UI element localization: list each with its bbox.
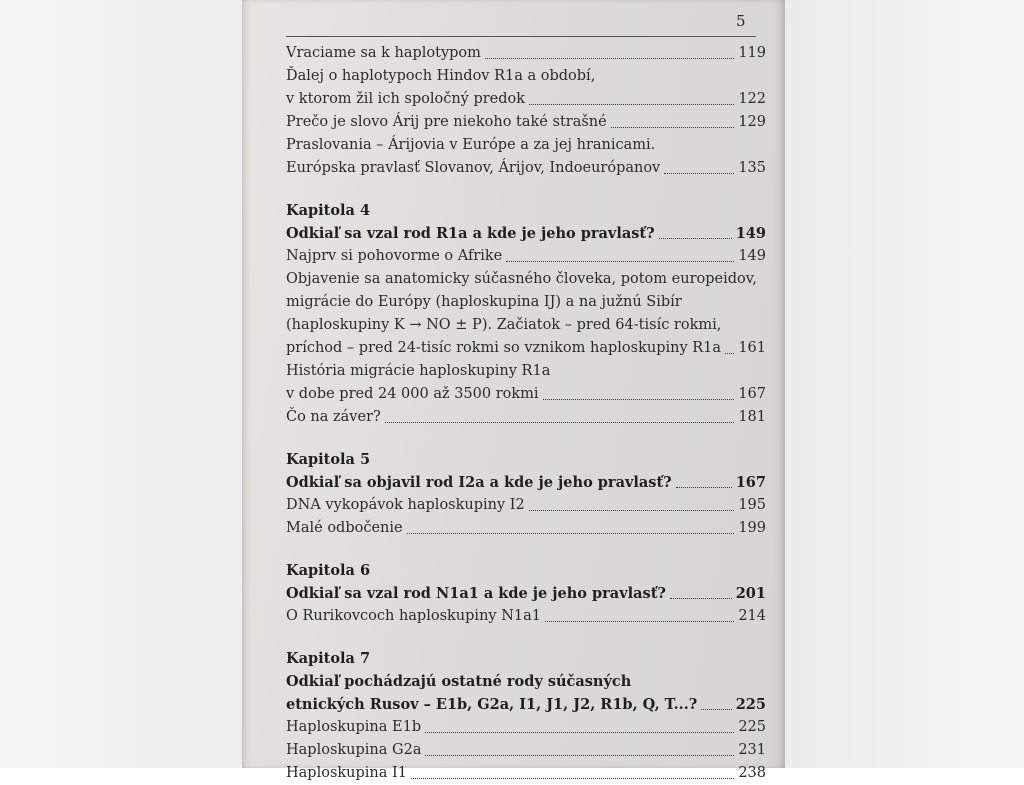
toc-entry	[286, 494, 766, 517]
entry-page-number: 119	[738, 45, 766, 61]
toc-line	[286, 111, 766, 134]
entry-title: Haploskupina E1b	[286, 719, 422, 735]
dot-leader	[425, 755, 734, 756]
entry-title: Prečo je slovo Árij pre niekoho také strašné	[286, 114, 607, 130]
toc-line	[286, 693, 766, 716]
dot-leader	[659, 238, 732, 239]
toc-line	[286, 383, 766, 406]
entry-page-number: 149	[735, 225, 766, 242]
toc-entry	[286, 471, 766, 494]
toc-entry	[286, 111, 766, 134]
entry-page-number: 238	[738, 765, 766, 781]
toc-entry	[286, 42, 766, 65]
toc-entry	[286, 739, 766, 762]
toc-line	[286, 582, 766, 605]
chapter-heading: Kapitola 4	[286, 202, 371, 219]
chapter-spacer	[286, 429, 766, 448]
entry-page-number: 201	[735, 585, 766, 602]
entry-title: Vraciame sa k haplotypom	[286, 45, 481, 61]
entry-title: Malé odbočenie	[286, 520, 403, 536]
entry-page-number: 167	[735, 474, 766, 491]
right-background	[785, 0, 1024, 768]
toc-entry	[286, 268, 766, 360]
toc-line	[286, 291, 766, 314]
chapter-spacer	[286, 180, 766, 199]
dot-leader	[425, 732, 734, 733]
entry-title: Európska pravlasť Slovanov, Árijov, Indoeurópanov	[286, 160, 661, 176]
toc-line	[286, 739, 766, 762]
dot-leader	[485, 58, 734, 59]
toc-line	[286, 670, 766, 693]
toc-line	[286, 360, 766, 383]
toc-line	[286, 88, 766, 111]
entry-page-number: 195	[738, 497, 766, 513]
toc-line	[286, 314, 766, 337]
dot-leader	[664, 173, 734, 174]
entry-title: Praslovania – Árijovia v Európe a za jej hranicami.	[286, 137, 656, 153]
header-rule	[286, 36, 756, 37]
toc-entry	[286, 134, 766, 180]
toc-entry	[286, 245, 766, 268]
dot-leader	[676, 487, 732, 488]
entry-page-number: 129	[738, 114, 766, 130]
toc-entry	[286, 65, 766, 111]
toc-line	[286, 42, 766, 65]
dot-leader	[701, 709, 731, 710]
dot-leader	[670, 598, 732, 599]
toc-line	[286, 222, 766, 245]
entry-title: História migrácie haploskupiny R1a	[286, 363, 551, 379]
entry-title: O Rurikovcoch haploskupiny N1a1	[286, 608, 541, 624]
entry-title: Odkiaľ sa objavil rod I2a a kde je jeho pravlasť?	[286, 474, 672, 491]
chapter-heading: Kapitola 6	[286, 562, 371, 579]
toc-line	[286, 245, 766, 268]
toc-line	[286, 134, 766, 157]
toc-line	[286, 157, 766, 180]
entry-page-number: 149	[738, 248, 766, 264]
toc-line	[286, 605, 766, 628]
toc-line	[286, 517, 766, 540]
dot-leader	[506, 261, 734, 262]
entry-title: Odkiaľ pochádzajú ostatné rody súčasných	[286, 673, 632, 690]
chapter-heading: Kapitola 7	[286, 650, 371, 667]
toc-entry	[286, 716, 766, 739]
entry-page-number: 167	[738, 386, 766, 402]
entry-title: Haploskupina I1	[286, 765, 407, 781]
entry-page-number: 199	[738, 520, 766, 536]
toc-line	[286, 268, 766, 291]
entry-page-number: 225	[738, 719, 766, 735]
entry-title: migrácie do Európy (haploskupina IJ) a na južnú Sibír	[286, 294, 682, 310]
entry-title: Ďalej o haplotypoch Hindov R1a a období,	[286, 68, 596, 84]
left-background	[0, 0, 242, 768]
dot-leader	[543, 399, 735, 400]
chapter-heading: Kapitola 5	[286, 451, 371, 468]
toc-entry	[286, 605, 766, 628]
entry-page-number: 135	[738, 160, 766, 176]
toc-entry	[286, 406, 766, 429]
entry-page-number: 181	[738, 409, 766, 425]
toc-line	[286, 406, 766, 429]
toc-line	[286, 337, 766, 360]
toc-entry	[286, 582, 766, 605]
page-number: 5	[736, 12, 746, 30]
entry-page-number: 225	[735, 696, 766, 713]
entry-title: Odkiaľ sa vzal rod R1a a kde je jeho pravlasť?	[286, 225, 655, 242]
entry-title: (haploskupiny K → NO ± P). Začiatok – pred 64-tisíc rokmi,	[286, 317, 722, 333]
toc-line	[286, 65, 766, 88]
entry-page-number: 122	[738, 91, 766, 107]
table-of-contents	[286, 42, 766, 785]
toc-entry	[286, 762, 766, 785]
entry-page-number: 231	[738, 742, 766, 758]
toc-line	[286, 494, 766, 517]
toc-entry	[286, 517, 766, 540]
dot-leader	[411, 778, 734, 779]
entry-title: v ktorom žil ich spoločný predok	[286, 91, 526, 107]
dot-leader	[529, 510, 735, 511]
entry-title: Objavenie sa anatomicky súčasného človeka, potom europeidov,	[286, 271, 757, 287]
dot-leader	[407, 533, 735, 534]
dot-leader	[611, 127, 735, 128]
toc-line	[286, 762, 766, 785]
toc-entry	[286, 360, 766, 406]
book-page	[242, 0, 785, 781]
entry-title: príchod – pred 24-tisíc rokmi so vznikom haploskupiny R1a	[286, 340, 722, 356]
chapter-spacer	[286, 628, 766, 647]
toc-line	[286, 471, 766, 494]
chapter-spacer	[286, 540, 766, 559]
entry-title: DNA vykopávok haploskupiny I2	[286, 497, 525, 513]
dot-leader	[725, 353, 734, 354]
toc-line	[286, 716, 766, 739]
entry-title: etnických Rusov – E1b, G2a, I1, J1, J2, R1b, Q, T...?	[286, 696, 698, 713]
dot-leader	[545, 621, 734, 622]
entry-page-number: 161	[738, 340, 766, 356]
toc-entry	[286, 222, 766, 245]
entry-page-number: 214	[738, 608, 766, 624]
entry-title: v dobe pred 24 000 až 3500 rokmi	[286, 386, 539, 402]
entry-title: Odkiaľ sa vzal rod N1a1 a kde je jeho pravlasť?	[286, 585, 666, 602]
entry-title: Čo na záver?	[286, 409, 381, 425]
dot-leader	[385, 422, 735, 423]
toc-entry	[286, 670, 766, 716]
dot-leader	[529, 104, 734, 105]
entry-title: Haploskupina G2a	[286, 742, 422, 758]
entry-title: Najprv si pohovorme o Afrike	[286, 248, 503, 264]
